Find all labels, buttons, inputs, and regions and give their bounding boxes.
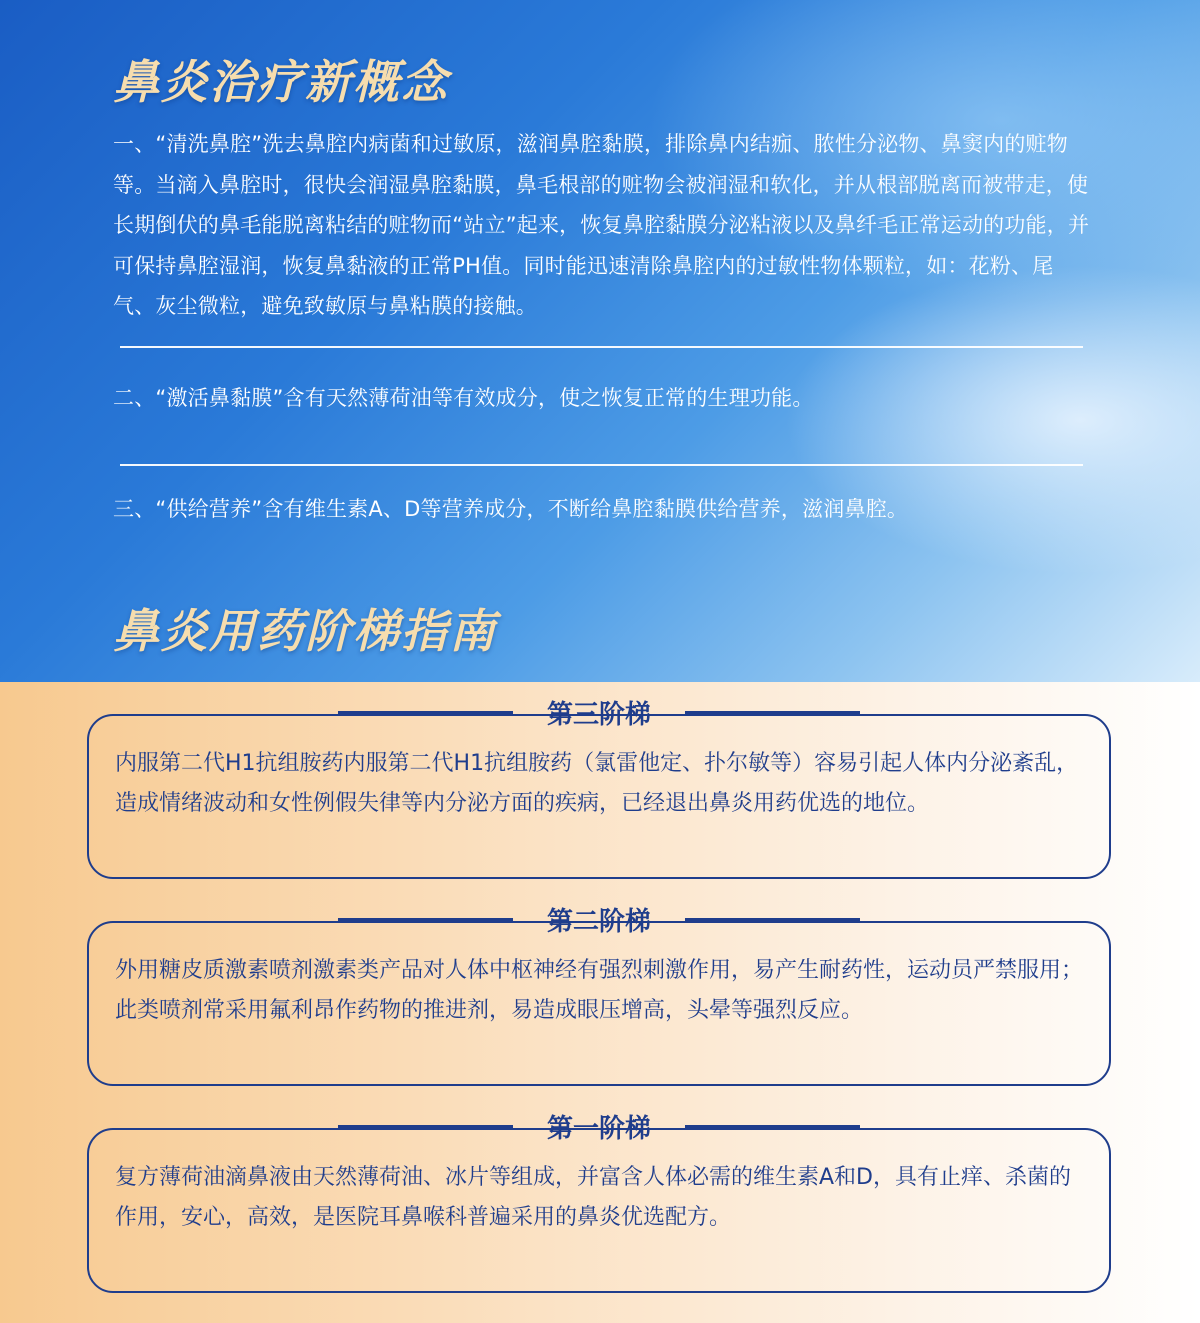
step-text: 内服第二代H1抗组胺药内服第二代H1抗组胺药（氯雷他定、扑尔敏等）容易引起人体内分泌紊乱，造成情绪波动和女性例假失律等内分泌方面的疾病，已经退出鼻炎用药优选的地位。	[115, 751, 1079, 816]
divider	[120, 464, 1083, 466]
step-card-header	[338, 901, 860, 938]
step-card-first	[87, 1114, 1111, 1293]
header-line-right	[685, 1125, 860, 1128]
step-text: 外用糖皮质激素喷剂激素类产品对人体中枢神经有强烈刺激作用，易产生耐药性，运动员严禁服用；此类喷剂常采用氟利昂作药物的推进剂，易造成眼压增高，头晕等强烈反应。	[115, 958, 1084, 1023]
header-line-right	[685, 711, 860, 714]
header-line-left	[338, 918, 513, 921]
step-text: 复方薄荷油滴鼻液由天然薄荷油、冰片等组成，并富含人体必需的维生素A和D，具有止痒、杀菌的作用，安心，高效，是医院耳鼻喉科普遍采用的鼻炎优选配方。	[115, 1165, 1071, 1230]
concept-paragraph-1: 一、“清洗鼻腔”洗去鼻腔内病菌和过敏原，滋润鼻腔黏膜，排除鼻内结痂、脓性分泌物、鼻窦内的赃物等。当滴入鼻腔时，很快会润湿鼻腔黏膜，鼻毛根部的赃物会被润湿和软化，并从根部脱离而被带走，使长期倒伏的鼻毛能脱离粘结的赃物而“站立”起来，恢复鼻腔黏膜分泌粘液以及鼻纤毛正常运动的功能，并可保持鼻腔湿润，恢复鼻黏液的正常PH值。同时能迅速清除鼻腔内的过敏性物体颗粒，如：花粉、尾气、灰尘微粒，避免致敏原与鼻粘膜的接触。	[113, 132, 1090, 318]
concept-title: 鼻炎治疗新概念	[113, 55, 449, 109]
header-line-right	[685, 918, 860, 921]
step-label: 第一阶梯	[546, 1114, 652, 1144]
step-label: 第三阶梯	[546, 700, 652, 730]
step-label: 第二阶梯	[546, 907, 652, 937]
step-card-header	[338, 1108, 860, 1145]
header-line-left	[338, 1125, 513, 1128]
step-card-second	[87, 907, 1111, 1086]
concept-paragraph-2: 二、“激活鼻黏膜”含有天然薄荷油等有效成分，使之恢复正常的生理功能。	[113, 386, 814, 410]
step-card-third	[87, 700, 1111, 879]
divider	[120, 346, 1083, 348]
concept-paragraph-3: 三、“供给营养”含有维生素A、D等营养成分，不断给鼻腔黏膜供给营养，滋润鼻腔。	[113, 497, 909, 521]
step-card-header	[338, 694, 860, 731]
guide-title: 鼻炎用药阶梯指南	[113, 604, 497, 658]
header-line-left	[338, 711, 513, 714]
